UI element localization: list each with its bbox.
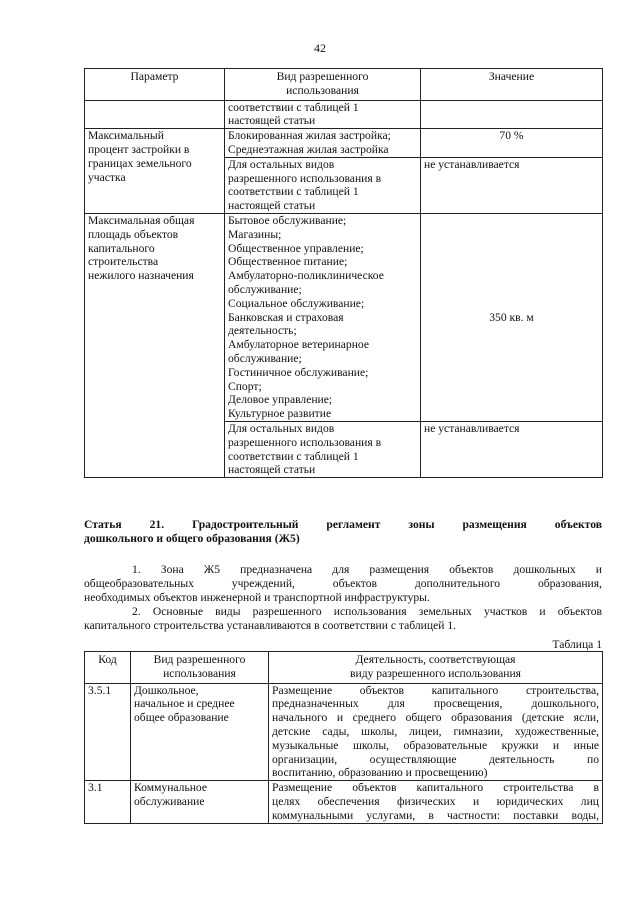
cell-line: настоящей статьи: [228, 114, 316, 128]
cell-line: Блокированная жилая застройка;: [228, 129, 391, 143]
cell-line: соответствии с таблицей 1: [228, 100, 359, 114]
cell-line: Общественное управление;: [228, 241, 364, 255]
use-cell: [225, 100, 421, 129]
cell-line: Вид разрешенного: [153, 653, 246, 666]
param-cell: [85, 129, 225, 214]
header-use-type: [131, 652, 269, 684]
cell-line: Деятельность, соответствующая: [355, 653, 516, 666]
paragraph-line: необходимых объектов инженерной и транспортной инфраструктуры.: [84, 590, 430, 604]
paragraph-line: капитального строительства устанавливаются в соответствии с таблицей 1.: [84, 618, 457, 632]
cell-line: настоящей статьи: [228, 199, 316, 213]
header-code: Код: [85, 652, 131, 684]
cell-line: участка: [88, 170, 126, 184]
cell-line: Размещение объектов капитального строительства в: [272, 781, 599, 795]
header-value: Значение: [421, 69, 603, 101]
cell-line: Размещение объектов капитального строительства,: [272, 683, 599, 697]
activity-cell: [269, 781, 603, 823]
paragraph-line: 1. Зона Ж5 предназначена для размещения объектов дошкольных и: [132, 563, 602, 576]
cell-line: предназначенных для просвещения, дошкольного,: [272, 697, 599, 711]
cell-line: Коммунальное: [134, 781, 208, 795]
cell-line: Социальное обслуживание;: [228, 296, 365, 310]
use-cell: [225, 157, 421, 213]
cell-line: Амбулаторно-поликлиническое: [228, 269, 384, 283]
table-header-row: [85, 69, 603, 101]
cell-line: разрешенного использования в: [228, 171, 382, 185]
permitted-uses-table: [84, 651, 603, 824]
table-row: [85, 683, 603, 781]
cell-line: Вид разрешенного: [276, 70, 369, 83]
use-cell: [225, 129, 421, 158]
cell-line: воспитанию, образованию и просвещению): [272, 766, 488, 780]
code-cell: 3.5.1: [85, 683, 131, 781]
use-cell: [131, 683, 269, 781]
header-parameter: Параметр: [85, 69, 225, 101]
cell-line: Деловое управление;: [228, 393, 333, 407]
code-cell: 3.1: [85, 781, 131, 823]
paragraph-1: [84, 563, 602, 604]
cell-line: детские сады, школы, лицеи, гимназии, художественные,: [272, 724, 599, 738]
cell-line: Максимальная общая: [88, 213, 195, 227]
table-row: [85, 213, 603, 421]
paragraph-line: 2. Основные виды разрешенного использования земельных участков и объектов: [132, 605, 602, 618]
value-cell: [421, 100, 603, 129]
cell-line: обслуживание: [134, 794, 205, 808]
table-caption: Таблица 1: [552, 638, 602, 651]
cell-line: площадь объектов: [88, 227, 179, 241]
use-cell: [225, 213, 421, 421]
cell-line: процент застройки в: [88, 142, 190, 156]
cell-line: Среднеэтажная жилая застройка: [228, 142, 389, 156]
cell-line: границах земельного: [88, 156, 192, 170]
cell-line: деятельность;: [228, 324, 297, 338]
param-cell: [85, 213, 225, 477]
header-use-type: [225, 69, 421, 101]
use-cell: [225, 421, 421, 477]
parameters-table: [84, 68, 603, 478]
cell-line: соответствии с таблицей 1: [228, 449, 359, 463]
cell-line: соответствии с таблицей 1: [228, 185, 359, 199]
paragraph-2: [84, 605, 602, 633]
table-row: [85, 781, 603, 823]
cell-line: Амбулаторное ветеринарное: [228, 338, 369, 352]
header-activity: [269, 652, 603, 684]
cell-line: Спорт;: [228, 379, 262, 393]
param-cell: [85, 100, 225, 129]
article-heading: [84, 518, 602, 546]
cell-line: Бытовое обслуживание;: [228, 213, 347, 227]
table-row: [85, 129, 603, 158]
cell-line: Для остальных видов: [228, 157, 335, 171]
cell-line: начального и среднего общего образования (детские ясли,: [272, 711, 599, 725]
cell-line: строительства: [88, 255, 159, 269]
value-cell: не устанавливается: [421, 421, 603, 477]
cell-line: разрешенного использования в: [228, 435, 382, 449]
cell-line: Магазины;: [228, 227, 282, 241]
cell-line: общее образование: [134, 711, 229, 725]
use-cell: [131, 781, 269, 823]
value-cell: 350 кв. м: [421, 213, 603, 421]
cell-line: обслуживание;: [228, 282, 302, 296]
table-row: [85, 100, 603, 129]
cell-line: целях обеспечения физических и юридических лиц: [272, 794, 599, 808]
article-heading-line: дошкольного и общего образования (Ж5): [84, 531, 300, 545]
article-heading-line: Статья 21. Градостроительный регламент зоны размещения объектов: [84, 518, 602, 531]
cell-line: Банковская и страховая: [228, 310, 344, 324]
cell-line: использования: [286, 83, 359, 97]
cell-line: настоящей статьи: [228, 463, 316, 477]
cell-line: виду разрешенного использования: [350, 666, 521, 680]
cell-line: капитального: [88, 241, 155, 255]
cell-line: Для остальных видов: [228, 421, 335, 435]
cell-line: Культурное развитие: [228, 407, 332, 421]
cell-line: коммунальными услугами, в частности: поставки воды,: [272, 808, 599, 822]
cell-line: Общественное питание;: [228, 255, 348, 269]
paragraph-line: общеобразовательных учреждений, объектов дополнительного образования,: [84, 576, 602, 590]
table-header-row: [85, 652, 603, 684]
value-cell: 70 %: [421, 129, 603, 158]
page-number: 42: [314, 41, 326, 55]
cell-line: музыкальные школы, образовательные кружки и иные: [272, 738, 599, 752]
cell-line: использования: [163, 666, 236, 680]
cell-line: Дошкольное,: [134, 683, 199, 697]
cell-line: Гостиничное обслуживание;: [228, 365, 369, 379]
cell-line: обслуживание;: [228, 351, 302, 365]
cell-line: начальное и среднее: [134, 697, 235, 711]
activity-cell: [269, 683, 603, 781]
cell-line: нежилого назначения: [88, 269, 194, 283]
cell-line: организации, осуществляющие деятельность по: [272, 752, 599, 766]
cell-line: Максимальный: [88, 129, 164, 143]
value-cell: не устанавливается: [421, 157, 603, 213]
